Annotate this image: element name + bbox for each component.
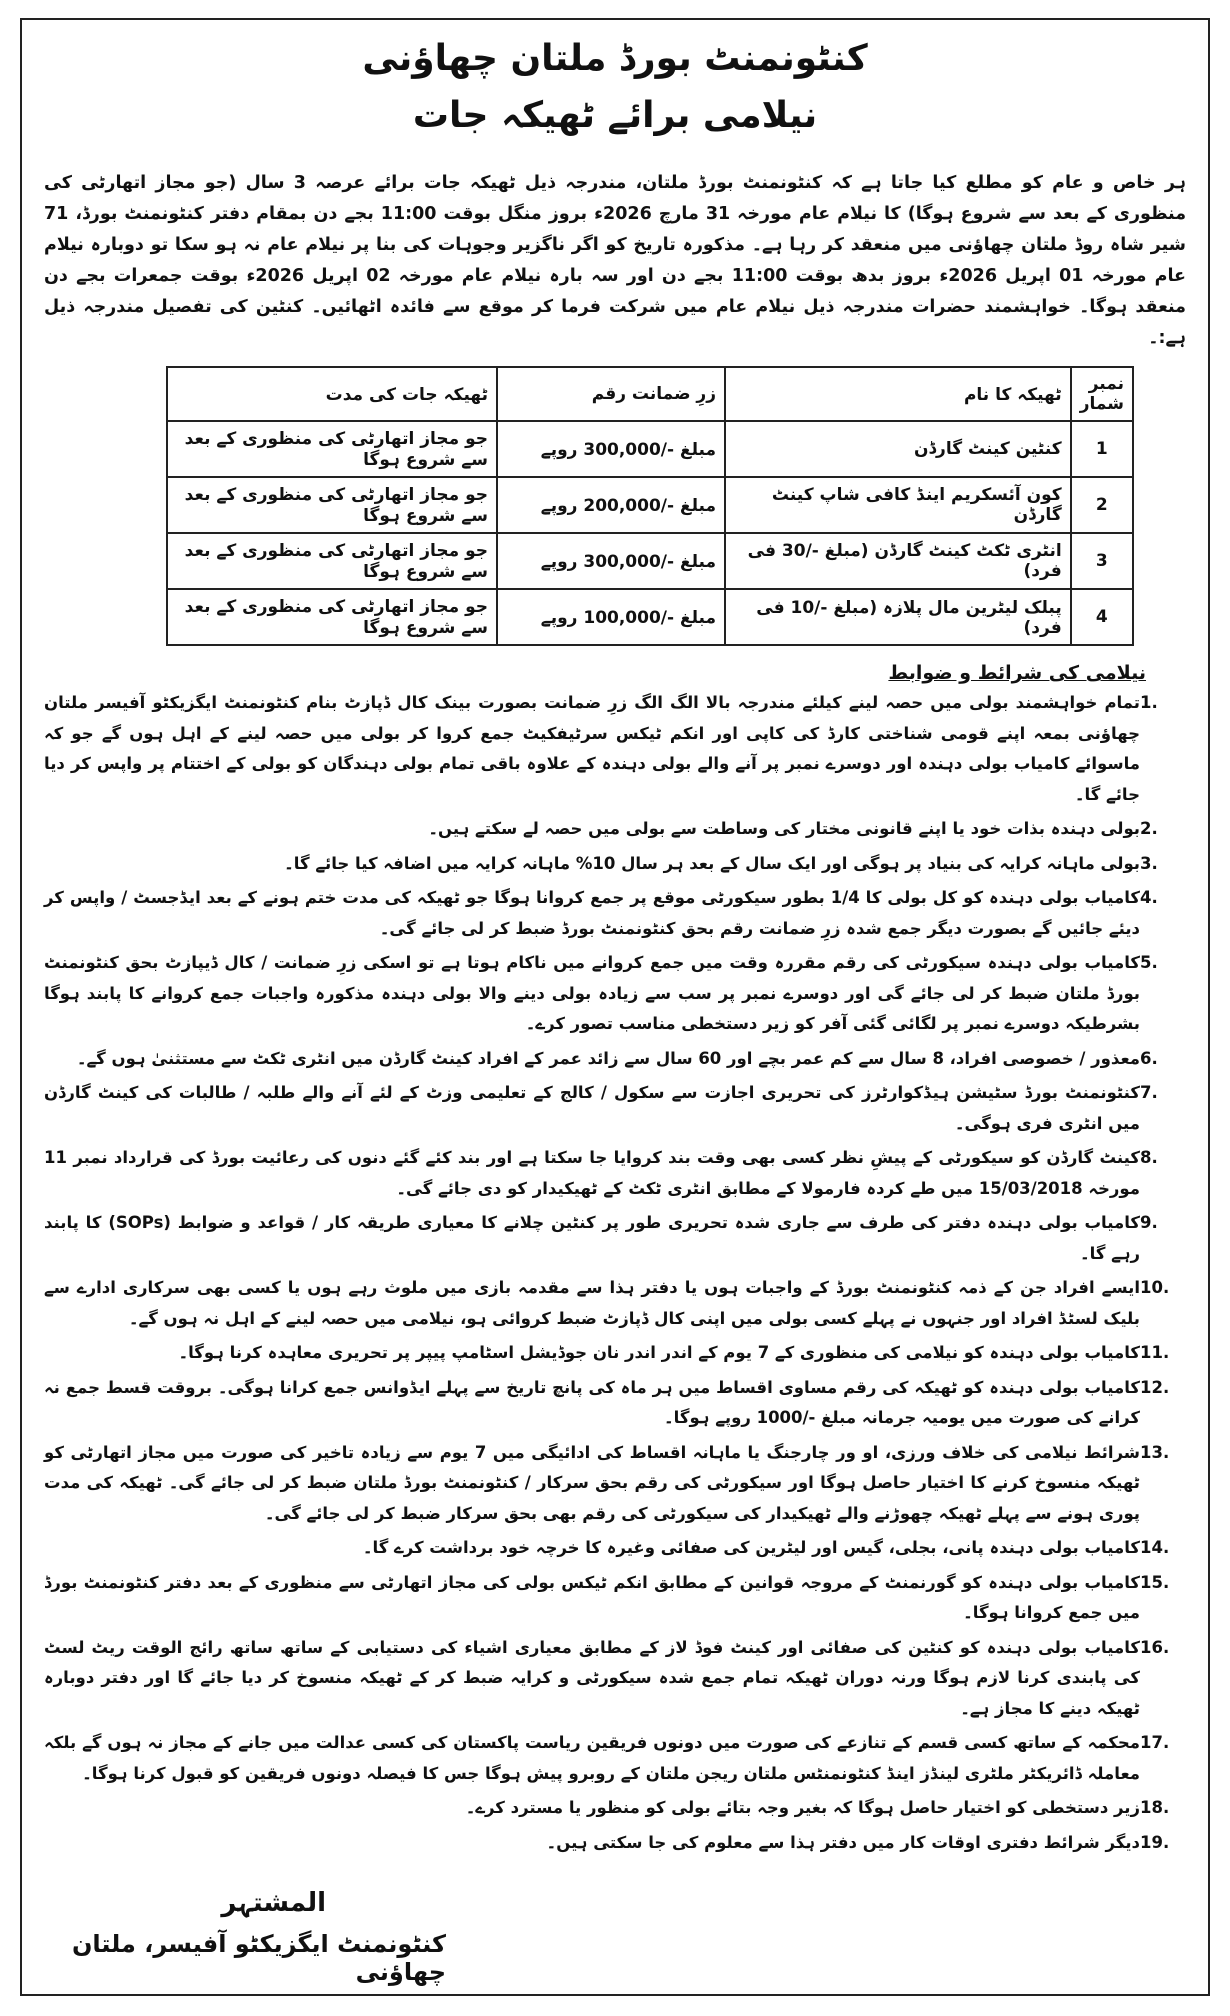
term-text: معذور / خصوصی افراد، 8 سال سے کم عمر بچے اور 60 سال سے زائد عمر کے افراد کینٹ گارڈن میں انٹری ٹکٹ سے مستثنیٰ ہوں گے۔ bbox=[76, 1048, 1140, 1068]
terms-heading: نیلامی کی شرائط و ضوابط bbox=[888, 662, 1146, 684]
term-text: کامیاب بولی دہندہ دفتر کی طرف سے جاری شدہ تحریری طور پر کنٹین چلانے کا معیاری طریقہ کار / قواعد و ضوابط (SOPs) کا پابند رہے گا۔ bbox=[44, 1213, 1140, 1263]
header-duration: ٹھیکہ جات کی مدت bbox=[167, 367, 497, 421]
term-text: تمام خواہشمند بولی میں حصہ لینے کیلئے مندرجہ بالا الگ الگ زرِ ضمانت بصورت بینک کال ڈپازٹ بنام کنٹونمنٹ ایگزیکٹو آفیسر ملتان چھاؤنی بمعہ اپنے قومی شناختی کارڈ کی کاپی اور انکم ٹیکس سرٹیفکیٹ جمع کروا کر بولی میں حصہ لینے کے اہل ہوں گے جو کہ ماسوائے کامیاب بولی دہندہ اور دوسرے نمبر پر آنے والے بولی دہندہ کے علاوہ باقی تمام بولی دہندگان کو بولی کے اختتام پر واپس کر دیا جائے گا۔ bbox=[44, 693, 1140, 804]
list-item bbox=[44, 948, 1186, 1040]
term-number: 13. bbox=[1140, 1442, 1170, 1462]
list-item bbox=[44, 1533, 1186, 1564]
term-number: 9. bbox=[1140, 1213, 1158, 1232]
list-item bbox=[44, 814, 1186, 845]
header-name: ٹھیکہ کا نام bbox=[725, 367, 1071, 421]
row-serial: 3 bbox=[1071, 533, 1133, 589]
row-serial: 1 bbox=[1071, 421, 1133, 477]
term-number: 6. bbox=[1140, 1048, 1158, 1068]
row-name: کنٹین کینٹ گارڈن bbox=[725, 421, 1071, 477]
list-item bbox=[44, 1438, 1186, 1530]
term-number: 11. bbox=[1140, 1343, 1170, 1362]
row-amount: مبلغ -/200,000 روپے bbox=[497, 477, 725, 533]
term-text: کامیاب بولی دہندہ کو نیلامی کی منظوری کے 7 یوم کے اندر اندر نان جوڈیشل اسٹامپ پیپر پر تحریری معاہدہ کرنا ہوگا۔ bbox=[178, 1343, 1140, 1362]
terms-list bbox=[44, 688, 1186, 1858]
row-duration: جو مجاز اتھارٹی کی منظوری کے بعد سے شروع ہوگا bbox=[167, 477, 497, 533]
term-number: 3. bbox=[1140, 853, 1158, 873]
row-amount: مبلغ -/300,000 روپے bbox=[497, 421, 725, 477]
row-serial: 4 bbox=[1071, 589, 1133, 645]
list-item bbox=[44, 688, 1186, 810]
term-number: 15. bbox=[1140, 1572, 1170, 1592]
list-item bbox=[44, 1633, 1186, 1725]
term-text: ایسے افراد جن کے ذمہ کنٹونمنٹ بورڈ کے واجبات ہوں یا دفتر ہذا سے مقدمہ بازی میں ملوث رہے ہوں یا کسی بھی سرکاری ادارے سے بلیک لسٹڈ افراد اور جنہوں نے پہلے کسی بولی میں اپنی کال ڈپازٹ ضبط کروائی ہو، نیلامی میں حصہ لینے کے اہل نہ ہوں گے۔ bbox=[44, 1278, 1140, 1328]
list-item bbox=[44, 1338, 1186, 1369]
table-header-row bbox=[167, 367, 1133, 421]
term-number: 18. bbox=[1140, 1798, 1170, 1817]
row-duration: جو مجاز اتھارٹی کی منظوری کے بعد سے شروع ہوگا bbox=[167, 421, 497, 477]
row-name: پبلک لیٹرین مال پلازہ (مبلغ -/10 فی فرد) bbox=[725, 589, 1071, 645]
header-amount: زرِ ضمانت رقم bbox=[497, 367, 725, 421]
term-number: 16. bbox=[1140, 1637, 1170, 1657]
term-text: بولی دہندہ بذات خود یا اپنے قانونی مختار کی وساطت سے بولی میں حصہ لے سکتے ہیں۔ bbox=[428, 819, 1140, 838]
list-item bbox=[44, 1044, 1186, 1075]
intro-paragraph: ہر خاص و عام کو مطلع کیا جاتا ہے کہ کنٹونمنٹ بورڈ ملتان، مندرجہ ذیل ٹھیکہ جات برائے عرصہ 3 سال (جو مجاز اتھارٹی کی منظوری کے بعد سے شروع ہوگا) کا نیلام عام مورخہ 31 مارچ 2026ء بروز منگل بوقت 11:00 بجے دن بمقام دفتر کنٹونمنٹ بورڈ، 71 شیر شاہ روڈ ملتان چھاؤنی میں منعقد کر رہا ہے۔ مذکورہ تاریخ کو اگر ناگزیر وجوہات کی بنا پر نیلام عام نہ ہو سکا تو دوبارہ نیلام عام مورخہ 01 اپریل 2026ء بروز بدھ بوقت 11:00 بجے دن اور سہ بارہ نیلام عام مورخہ 02 اپریل 2026ء بوقت جمعرات بجے دن منعقد ہوگا۔ خواہشمند حضرات مندرجہ ذیل نیلام عام میں شرکت فرما کر موقع سے فائدہ اٹھائیں۔ کنٹین کی تفصیل مندرجہ ذیل ہے:۔ bbox=[44, 173, 1187, 348]
table-row bbox=[167, 533, 1133, 589]
term-text: کامیاب بولی دہندہ کو کل بولی کا 1/4 بطور سیکورٹی موقع پر جمع کروانا ہوگا جو ٹھیکہ کی مدت ختم ہونے کے بعد ایڈجسٹ / واپس کر دیئے جائیں گے بصورت دیگر جمع شدہ زرِ ضمانت رقم بحق کنٹونمنٹ بورڈ ضبط کر لی جائے گی۔ bbox=[44, 888, 1140, 938]
row-duration: جو مجاز اتھارٹی کی منظوری کے بعد سے شروع ہوگا bbox=[167, 533, 497, 589]
term-number: 1. bbox=[1140, 693, 1158, 712]
term-text: زیر دستخطی کو اختیار حاصل ہوگا کہ بغیر وجہ بتائے بولی کو منظور یا مسترد کرے۔ bbox=[465, 1798, 1140, 1817]
term-number: 19. bbox=[1140, 1832, 1170, 1852]
term-text: کامیاب بولی دہندہ پانی، بجلی، گیس اور لیٹرین کی صفائی وغیرہ کا خرچہ خود برداشت کرے گا۔ bbox=[362, 1538, 1140, 1557]
notice-subtitle: نیلامی برائے ٹھیکہ جات bbox=[412, 95, 818, 136]
row-name: انٹری ٹکٹ کینٹ گارڈن (مبلغ -/30 فی فرد) bbox=[725, 533, 1071, 589]
list-item bbox=[44, 1793, 1186, 1824]
row-amount: مبلغ -/300,000 روپے bbox=[497, 533, 725, 589]
term-number: 12. bbox=[1140, 1377, 1170, 1397]
row-amount: مبلغ -/100,000 روپے bbox=[497, 589, 725, 645]
notice-title: کنٹونمنٹ بورڈ ملتان چھاؤنی bbox=[362, 38, 868, 79]
term-text: دیگر شرائط دفتری اوقات کار میں دفتر ہذا سے معلوم کی جا سکتی ہیں۔ bbox=[546, 1832, 1140, 1852]
header-serial: نمبر شمار bbox=[1071, 367, 1133, 421]
list-item bbox=[44, 1728, 1186, 1789]
list-item bbox=[44, 849, 1186, 880]
notice-frame bbox=[20, 18, 1210, 1996]
term-number: 17. bbox=[1140, 1733, 1170, 1752]
term-number: 7. bbox=[1140, 1083, 1158, 1102]
term-text: کامیاب بولی دہندہ کو کنٹین کی صفائی اور کینٹ فوڈ لاز کے مطابق معیاری اشیاء کی دستیابی کے ساتھ ساتھ رائج الوقت ریٹ لسٹ کی پابندی کرنا لازم ہوگا ورنہ دوران ٹھیکہ تمام جمع شدہ سیکورٹی و کرایہ ضبط کر کے ٹھیکہ منسوخ کر دیا جائے گا اور دفتر دوبارہ ٹھیکہ دینے کا مجاز ہے۔ bbox=[44, 1637, 1140, 1718]
term-number: 10. bbox=[1140, 1278, 1170, 1297]
list-item bbox=[44, 1373, 1186, 1434]
signature-name: کنٹونمنٹ ایگزیکٹو آفیسر، ملتان چھاؤنی bbox=[71, 1930, 446, 1986]
term-text: کامیاب بولی دہندہ سیکورٹی کی رقم مقررہ وقت میں جمع کروانے میں ناکام ہوتا ہے تو اسکی زرِ ضمانت / کال ڈیپازٹ بحق کنٹونمنٹ بورڈ ملتان ضبط کر لی جائے گی اور دوسرے نمبر پر سب سے زیادہ بولی دینے والا بولی دہندہ مذکورہ واجبات جمع کروانے کا پابند ہوگا بشرطیکہ دوسرے نمبر پر لگائی گئی آفر کو زیر دستخطی مناسب تصور کرے۔ bbox=[44, 953, 1140, 1033]
list-item bbox=[44, 883, 1186, 944]
table-row bbox=[167, 421, 1133, 477]
list-item bbox=[44, 1273, 1186, 1334]
table-row bbox=[167, 589, 1133, 645]
term-text: بولی ماہانہ کرایہ کی بنیاد پر ہوگی اور ایک سال کے بعد ہر سال 10% ماہانہ کرایہ میں اضافہ کیا جائے گا۔ bbox=[284, 853, 1140, 873]
signature-block bbox=[44, 1888, 1186, 1986]
list-item bbox=[44, 1208, 1186, 1269]
signature-label: المشتہر bbox=[221, 1888, 326, 1918]
term-text: کامیاب بولی دہندہ کو گورنمنٹ کے مروجہ قوانین کے مطابق انکم ٹیکس بولی کی مجاز اتھارٹی سے منظوری کے بعد دفتر کنٹونمنٹ بورڈ میں جمع کروانا ہوگا۔ bbox=[44, 1572, 1140, 1622]
term-text: کامیاب بولی دہندہ کو ٹھیکہ کی رقم مساوی اقساط میں ہر ماہ کی پانچ تاریخ سے پہلے ایڈوانس جمع کرانا ہوگی۔ بروقت قسط جمع نہ کرانے کی صورت میں یومیہ جرمانہ مبلغ -/1000 روپے ہوگا۔ bbox=[44, 1377, 1140, 1427]
list-item bbox=[44, 1568, 1186, 1629]
term-text: شرائط نیلامی کی خلاف ورزی، او ور چارجنگ یا ماہانہ اقساط کی ادائیگی میں 7 یوم سے زیادہ تاخیر کی صورت میں مجاز اتھارٹی کو ٹھیکہ منسوخ کرنے کا اختیار حاصل ہوگا اور سیکورٹی کی رقم بحق سرکار / کنٹونمنٹ بورڈ ملتان ضبط کر لی جائے گی۔ ٹھیکہ کی مدت پوری ہونے سے پہلے ٹھیکہ چھوڑنے والے ٹھیکیدار کی سیکورٹی کی رقم بھی بحق سرکار ضبط کر لی جائے گی۔ bbox=[44, 1442, 1140, 1523]
term-number: 5. bbox=[1140, 953, 1158, 972]
row-duration: جو مجاز اتھارٹی کی منظوری کے بعد سے شروع ہوگا bbox=[167, 589, 497, 645]
row-serial: 2 bbox=[1071, 477, 1133, 533]
row-name: کون آئسکریم اینڈ کافی شاپ کینٹ گارڈن bbox=[725, 477, 1071, 533]
term-number: 4. bbox=[1140, 888, 1158, 907]
term-number: 14. bbox=[1140, 1538, 1170, 1557]
term-number: 2. bbox=[1140, 819, 1158, 838]
term-text: محکمہ کے ساتھ کسی قسم کے تنازعے کی صورت میں دونوں فریقین ریاست پاکستان کی کسی عدالت میں جانے کے مجاز نہ ہوں گے بلکہ معاملہ ڈائریکٹر ملٹری لینڈز اینڈ کنٹونمنٹس ملتان ریجن ملتان کے روبرو پیش ہوگا جس کا فیصلہ دونوں فریقین کو قبول کرنا ہوگا۔ bbox=[44, 1733, 1140, 1783]
term-number: 8. bbox=[1140, 1148, 1158, 1167]
term-text: کینٹ گارڈن کو سیکورٹی کے پیشِ نظر کسی بھی وقت بند کروایا جا سکتا ہے اور بند کئے گئے دنوں کی رعائیت بورڈ کی قرارداد نمبر 11 مورخہ 15/03/2018 میں طے کردہ فارمولا کے مطابق انٹری ٹکٹ کے ٹھیکیدار کو دی جائے گی۔ bbox=[44, 1148, 1140, 1198]
contracts-table bbox=[166, 366, 1134, 646]
list-item bbox=[44, 1828, 1186, 1859]
table-row bbox=[167, 477, 1133, 533]
list-item bbox=[44, 1143, 1186, 1204]
list-item bbox=[44, 1078, 1186, 1139]
term-text: کنٹونمنٹ بورڈ سٹیشن ہیڈکوارٹرز کی تحریری اجازت سے سکول / کالج کے تعلیمی وزٹ کے لئے آنے والے طلبہ / طالبات کی کینٹ گارڈن میں انٹری فری ہوگی۔ bbox=[44, 1083, 1140, 1133]
